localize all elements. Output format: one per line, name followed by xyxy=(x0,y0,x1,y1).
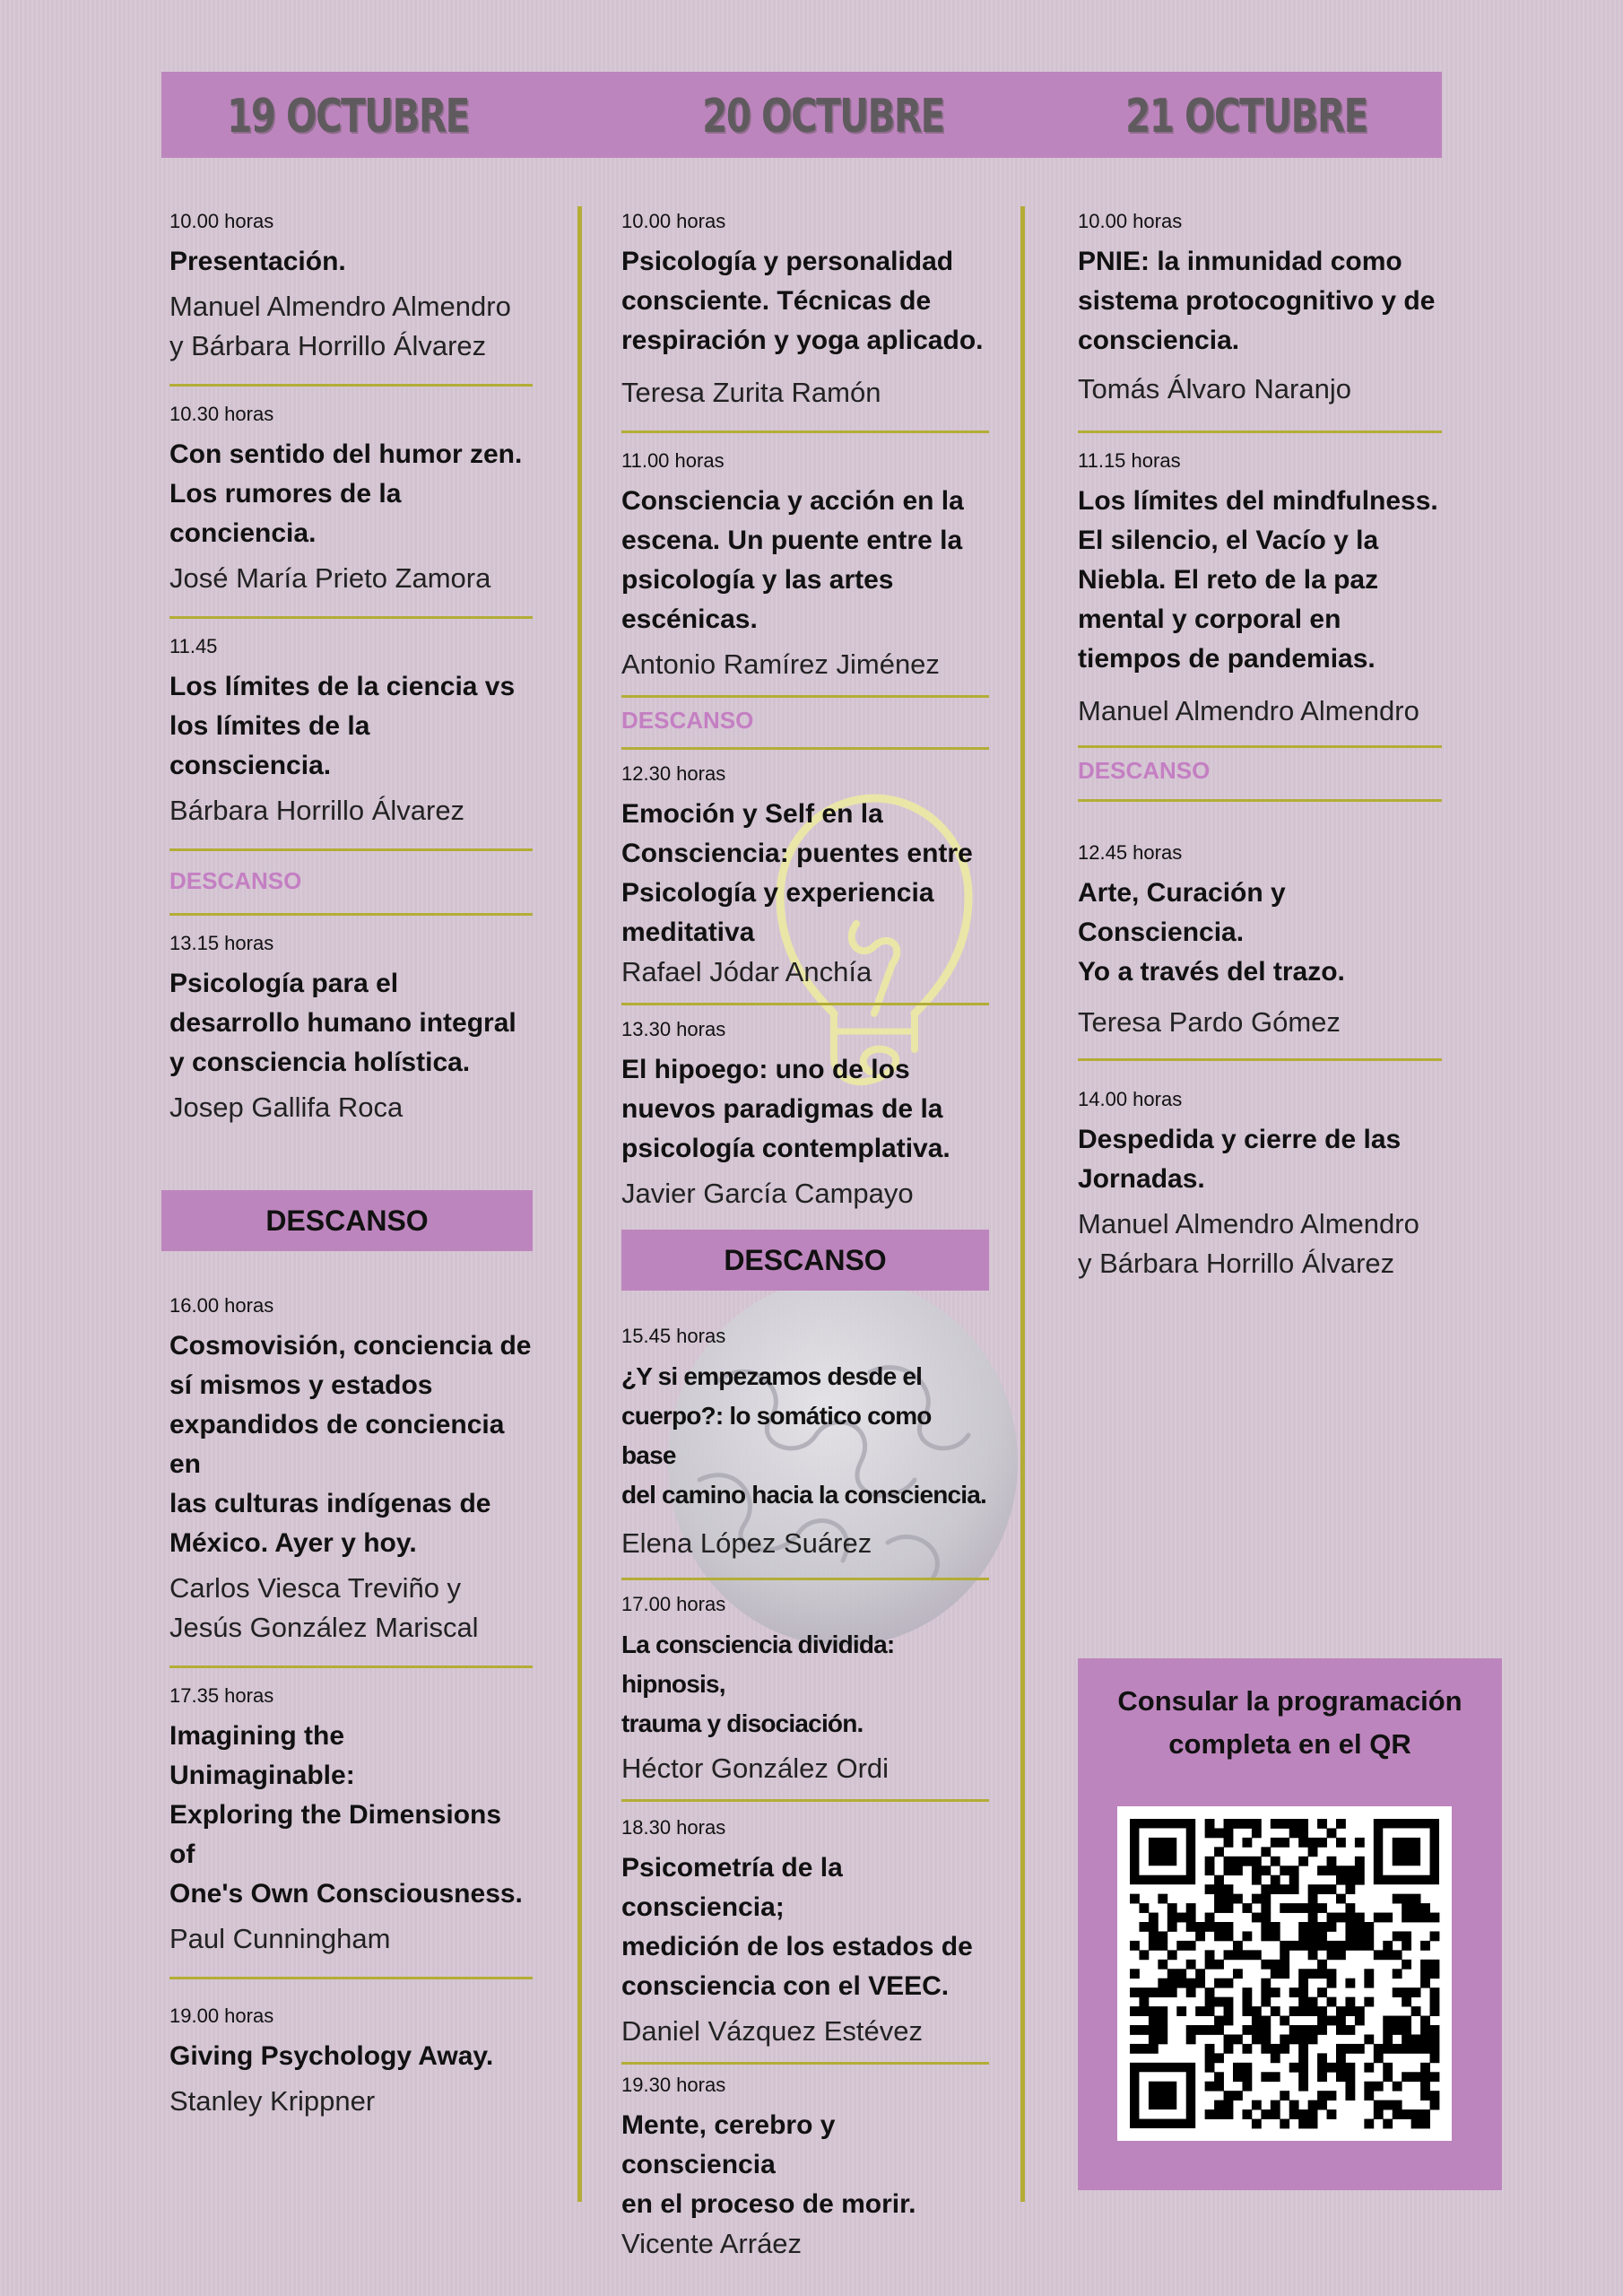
session xyxy=(621,1018,989,1213)
session xyxy=(621,1593,989,1788)
session-title xyxy=(1078,874,1442,992)
session xyxy=(1078,210,1442,409)
title-line: nuevos paradigmas de la xyxy=(621,1094,943,1124)
session-title xyxy=(621,2106,989,2224)
title-line: consciencia. xyxy=(1078,326,1240,355)
speaker-line: Manuel Almendro Almendro xyxy=(1078,1208,1419,1239)
title-line: Cosmovisión, conciencia de xyxy=(169,1331,532,1361)
divider xyxy=(621,2062,989,2065)
day-heading-20: 20 OCTUBRE xyxy=(702,90,944,144)
divider xyxy=(621,1578,989,1580)
session-time: 10.00 horas xyxy=(1078,210,1183,232)
title-line: La consciencia dividida: hipnosis, xyxy=(621,1631,895,1698)
session-title xyxy=(1078,482,1442,679)
title-line: desarrollo humano integral xyxy=(169,1008,516,1038)
schedule-column-21 xyxy=(1078,206,1442,1283)
title-line: trauma y disociación. xyxy=(621,1709,864,1737)
session-time: 19.30 horas xyxy=(621,2074,726,2096)
title-line: meditativa xyxy=(621,918,755,947)
speaker-line: y Bárbara Horrillo Álvarez xyxy=(1078,1248,1395,1279)
speaker-line: Carlos Viesca Treviño y xyxy=(169,1572,462,1604)
session-title xyxy=(621,1050,989,1169)
session-title xyxy=(169,964,533,1083)
session-speaker xyxy=(1078,1205,1442,1283)
title-line: Jornadas. xyxy=(1078,1164,1205,1194)
session xyxy=(621,210,989,413)
divider xyxy=(1078,1058,1442,1061)
session xyxy=(169,635,533,831)
session xyxy=(169,1684,533,1959)
schedule-column-20 xyxy=(621,206,989,2264)
break-box: DESCANSO xyxy=(621,1230,989,1291)
title-line: Psicometría de la consciencia; xyxy=(621,1853,843,1922)
title-line: Con sentido del humor zen. xyxy=(169,439,523,469)
session-speaker: Tomás Álvaro Naranjo xyxy=(1078,373,1351,404)
title-line: Mente, cerebro y consciencia xyxy=(621,2110,836,2179)
session-time: 14.00 horas xyxy=(1078,1088,1183,1110)
break-box: DESCANSO xyxy=(161,1190,533,1251)
break-label: DESCANSO xyxy=(169,867,302,894)
divider xyxy=(169,913,533,916)
title-line: expandidos de conciencia en xyxy=(169,1410,505,1479)
session-title: Presentación. xyxy=(169,247,346,276)
divider xyxy=(169,848,533,851)
session-time: 12.45 horas xyxy=(1078,841,1183,864)
session-speaker: Manuel Almendro Almendro xyxy=(1078,695,1419,726)
session-speaker: Teresa Pardo Gómez xyxy=(1078,1006,1341,1038)
title-line: del camino hacia la consciencia. xyxy=(621,1481,987,1509)
session-time: 11.15 horas xyxy=(1078,449,1181,472)
session-time: 11.45 xyxy=(169,635,218,657)
qr-code[interactable] xyxy=(1117,1806,1452,2141)
session-speaker: Paul Cunningham xyxy=(169,1923,391,1954)
session xyxy=(169,1294,533,1648)
title-line: PNIE: la inmunidad como xyxy=(1078,247,1402,276)
session-speaker: Javier García Campayo xyxy=(621,1178,914,1209)
session-title xyxy=(169,435,533,553)
session-time: 12.30 horas xyxy=(621,762,726,785)
session xyxy=(621,449,989,684)
title-line: Psicología para el xyxy=(169,969,399,998)
session xyxy=(1078,449,1442,731)
title-line: Los límites de la ciencia vs xyxy=(169,672,516,701)
speaker-line: Jesús González Mariscal xyxy=(169,1612,479,1643)
divider xyxy=(621,1799,989,1802)
title-line: ¿Y si empezamos desde el xyxy=(621,1362,923,1390)
divider xyxy=(621,1003,989,1005)
session-time: 19.00 horas xyxy=(169,2005,274,2027)
day-heading-21: 21 OCTUBRE xyxy=(1125,90,1367,144)
session xyxy=(621,2074,989,2264)
title-line: Despedida y cierre de las xyxy=(1078,1125,1402,1154)
session-speaker: Bárbara Horrillo Álvarez xyxy=(169,795,465,826)
session-speaker: Rafael Jódar Anchía xyxy=(621,956,872,987)
session xyxy=(169,403,533,598)
qr-code-graphic xyxy=(1117,1806,1452,2141)
session-title xyxy=(621,1848,989,2006)
title-line: tiempos de pandemias. xyxy=(1078,644,1376,674)
title-line: y consciencia holística. xyxy=(169,1048,471,1077)
title-line: Yo a través del trazo. xyxy=(1078,957,1345,987)
session-title xyxy=(1078,1120,1442,1199)
session xyxy=(169,2005,533,2121)
session-time: 10.00 horas xyxy=(621,210,726,232)
speaker-line: y Bárbara Horrillo Álvarez xyxy=(169,330,487,361)
title-line: El hipoego: uno de los xyxy=(621,1055,910,1084)
title-line: Imagining the Unimaginable: xyxy=(169,1721,355,1790)
session xyxy=(1078,1088,1442,1283)
session-speaker: Elena López Suárez xyxy=(621,1527,872,1559)
title-line: consciencia con el VEEC. xyxy=(621,1971,950,2001)
title-line: Consciencia y acción en la xyxy=(621,486,964,516)
title-line: respiración y yoga aplicado. xyxy=(621,326,984,355)
title-line: cuerpo?: lo somático como base xyxy=(621,1402,932,1469)
title-line: Arte, Curación y Consciencia. xyxy=(1078,878,1286,947)
title-line: las culturas indígenas de xyxy=(169,1489,491,1518)
title-line: Los límites del mindfulness. xyxy=(1078,486,1438,516)
divider xyxy=(169,1977,533,1979)
session-time: 17.35 horas xyxy=(169,1684,274,1707)
session-speaker: Vicente Arráez xyxy=(621,2228,803,2259)
title-line: consciente. Técnicas de xyxy=(621,286,932,316)
break-label: DESCANSO xyxy=(1078,757,1211,784)
session-time: 17.00 horas xyxy=(621,1593,726,1615)
session-speaker xyxy=(169,1569,533,1648)
session-title xyxy=(621,1625,989,1744)
title-line: One's Own Consciousness. xyxy=(169,1879,523,1909)
break-label: DESCANSO xyxy=(621,707,754,734)
session-title xyxy=(621,242,989,361)
session-speaker: Josep Gallifa Roca xyxy=(169,1091,404,1123)
session-title xyxy=(621,482,989,639)
title-line: Exploring the Dimensions of xyxy=(169,1800,502,1869)
title-line: Psicología y personalidad xyxy=(621,247,954,276)
session-title xyxy=(621,795,989,952)
session xyxy=(621,1816,989,2051)
speaker-line: Manuel Almendro Almendro xyxy=(169,291,511,322)
divider xyxy=(621,430,989,433)
session-title xyxy=(1078,242,1442,361)
column-divider-1 xyxy=(577,206,582,2202)
divider xyxy=(1078,430,1442,433)
title-line: medición de los estados de xyxy=(621,1932,973,1961)
session-time: 10.00 horas xyxy=(169,210,274,232)
session-speaker: Stanley Krippner xyxy=(169,2085,376,2117)
session-time: 11.00 horas xyxy=(621,449,725,472)
session xyxy=(169,210,533,366)
title-line: psicología contemplativa. xyxy=(621,1134,950,1163)
session-title xyxy=(169,1717,533,1914)
title-line: mental y corporal en xyxy=(1078,604,1341,634)
title-line: en el proceso de morir. xyxy=(621,2189,916,2219)
session xyxy=(169,932,533,1127)
title-line: escena. Un puente entre la xyxy=(621,526,963,555)
qr-caption xyxy=(1078,1680,1502,1766)
title-line: sistema protocognitivo y de xyxy=(1078,286,1436,316)
column-divider-2 xyxy=(1020,206,1025,2202)
qr-caption-line: Consular la programación xyxy=(1117,1685,1462,1717)
title-line: Los rumores de la conciencia. xyxy=(169,479,402,548)
divider xyxy=(1078,799,1442,802)
title-line: escénicas. xyxy=(621,604,758,634)
title-line: Psicología y experiencia xyxy=(621,878,934,908)
day-heading-19: 19 OCTUBRE xyxy=(227,90,469,144)
session-speaker: Antonio Ramírez Jiménez xyxy=(621,648,940,680)
session xyxy=(621,762,989,992)
qr-caption-line: completa en el QR xyxy=(1168,1728,1411,1760)
session-speaker: José María Prieto Zamora xyxy=(169,562,491,594)
session xyxy=(621,1325,989,1563)
session-time: 13.15 horas xyxy=(169,932,274,954)
divider xyxy=(621,747,989,750)
session-title xyxy=(169,1326,533,1563)
title-line: sí mismos y estados xyxy=(169,1370,433,1400)
title-line: Emoción y Self en la xyxy=(621,799,883,829)
session-speaker: Héctor González Ordi xyxy=(621,1752,890,1784)
title-line: psicología y las artes xyxy=(621,565,894,595)
divider xyxy=(1078,745,1442,748)
session xyxy=(1078,841,1442,1042)
schedule-column-19 xyxy=(169,206,533,2121)
session-title xyxy=(169,667,533,786)
title-line: Consciencia: puentes entre xyxy=(621,839,973,868)
divider xyxy=(169,384,533,387)
session-title xyxy=(621,1357,989,1515)
session-time: 18.30 horas xyxy=(621,1816,726,1839)
session-title: Giving Psychology Away. xyxy=(169,2041,494,2071)
session-speaker: Teresa Zurita Ramón xyxy=(621,377,881,408)
title-line: México. Ayer y hoy. xyxy=(169,1528,417,1558)
divider xyxy=(621,695,989,698)
title-line: los límites de la consciencia. xyxy=(169,711,370,780)
divider xyxy=(169,616,533,619)
title-line: El silencio, el Vacío y la xyxy=(1078,526,1379,555)
title-line: Niebla. El reto de la paz xyxy=(1078,565,1379,595)
divider xyxy=(169,1665,533,1668)
qr-panel xyxy=(1078,1658,1502,2190)
session-time: 10.30 horas xyxy=(169,403,274,425)
session-speaker: Daniel Vázquez Estévez xyxy=(621,2015,924,2047)
session-speaker xyxy=(169,287,533,366)
session-time: 16.00 horas xyxy=(169,1294,274,1317)
session-time: 13.30 horas xyxy=(621,1018,726,1040)
session-time: 15.45 horas xyxy=(621,1325,726,1347)
